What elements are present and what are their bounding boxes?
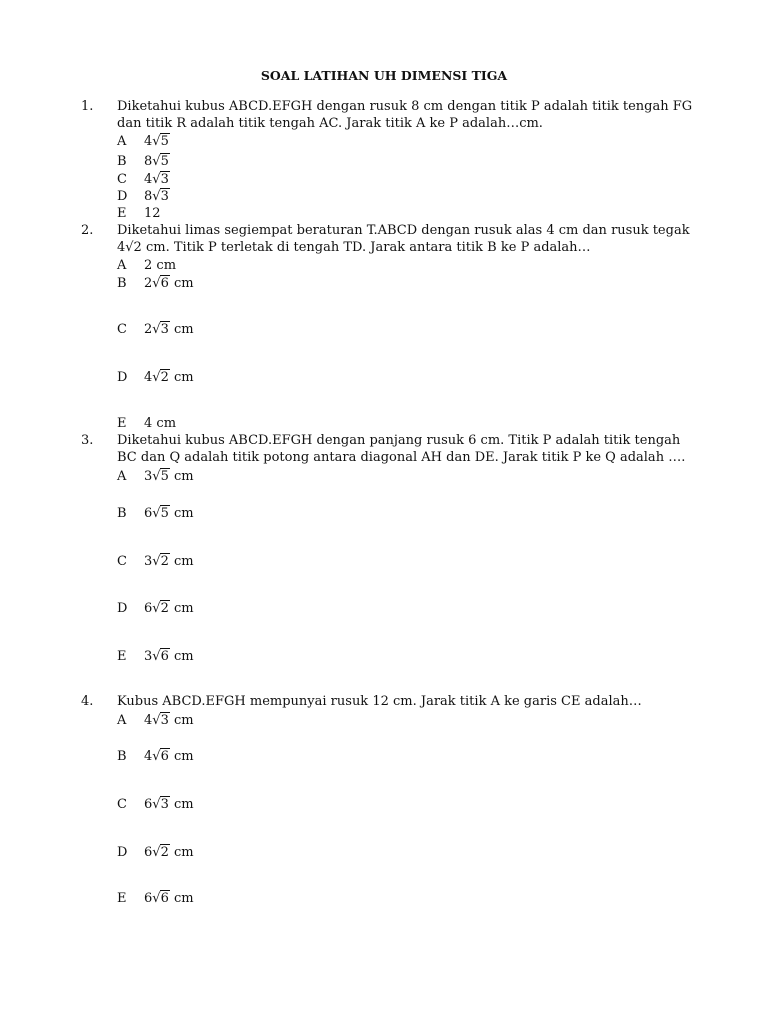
option-value: 8√5: [144, 154, 169, 169]
option-label: B: [117, 154, 127, 169]
option-3e[interactable]: [0, 648, 768, 665]
option-label: D: [117, 601, 128, 616]
option-value: 6√2 cm: [144, 845, 194, 860]
option-3b[interactable]: [0, 505, 768, 522]
option-label: C: [117, 797, 127, 812]
option-2e[interactable]: [0, 415, 768, 432]
option-2a[interactable]: [0, 257, 768, 274]
option-value: 3√6 cm: [144, 649, 194, 664]
option-1b[interactable]: [0, 153, 768, 170]
question-line: Kubus ABCD.EFGH mempunyai rusuk 12 cm. Jarak titik A ke garis CE adalah…: [117, 694, 642, 709]
option-value: 4√3: [144, 172, 169, 187]
option-value: 2√3 cm: [144, 322, 194, 337]
question-line: dan titik R adalah titik tengah AC. Jarak titik A ke P adalah…cm.: [117, 116, 543, 131]
question-text: [117, 98, 692, 132]
option-1c[interactable]: [0, 171, 768, 188]
question-line: Diketahui limas segiempat beraturan T.ABCD dengan rusuk alas 4 cm dan rusuk tegak: [117, 223, 690, 238]
option-value: 4√5: [144, 134, 169, 149]
option-3c[interactable]: [0, 553, 768, 570]
question-line: Diketahui kubus ABCD.EFGH dengan rusuk 8 cm dengan titik P adalah titik tengah FG: [117, 99, 693, 114]
option-label: A: [117, 134, 127, 149]
option-value: 6√2 cm: [144, 601, 194, 616]
question-text: [117, 432, 692, 466]
option-4b[interactable]: [0, 748, 768, 765]
option-label: E: [117, 416, 127, 431]
option-label: C: [117, 322, 127, 337]
question-number: 4.: [81, 694, 94, 709]
option-4e[interactable]: [0, 890, 768, 907]
option-value: 4√3 cm: [144, 713, 194, 728]
option-label: A: [117, 469, 127, 484]
option-value: 6√5 cm: [144, 506, 194, 521]
option-2c[interactable]: [0, 321, 768, 338]
option-4a[interactable]: [0, 712, 768, 729]
option-value: 4√2 cm: [144, 370, 194, 385]
option-label: A: [117, 258, 127, 273]
option-label: B: [117, 506, 127, 521]
option-2b[interactable]: [0, 275, 768, 292]
option-label: B: [117, 276, 127, 291]
question-line: 4√2 cm. Titik P terletak di tengah TD. Jarak antara titik B ke P adalah…: [117, 240, 591, 255]
question-number: 3.: [81, 433, 94, 448]
option-2d[interactable]: [0, 369, 768, 386]
option-label: D: [117, 370, 128, 385]
question-line: Diketahui kubus ABCD.EFGH dengan panjang rusuk 6 cm. Titik P adalah titik tengah: [117, 433, 681, 448]
option-3d[interactable]: [0, 600, 768, 617]
option-label: D: [117, 189, 128, 204]
option-value: 8√3: [144, 189, 169, 204]
option-value: 2 cm: [144, 258, 177, 273]
option-label: E: [117, 649, 127, 664]
page-title: SOAL LATIHAN UH DIMENSI TIGA: [260, 68, 508, 83]
option-value: 4√6 cm: [144, 749, 194, 764]
question-number: 2.: [81, 223, 94, 238]
option-label: C: [117, 554, 127, 569]
option-label: D: [117, 845, 128, 860]
option-1a[interactable]: [0, 133, 768, 150]
option-label: E: [117, 891, 127, 906]
option-label: C: [117, 172, 127, 187]
question-line: BC dan Q adalah titik potong antara diagonal AH dan DE. Jarak titik P ke Q adalah ….: [117, 450, 686, 465]
option-4c[interactable]: [0, 796, 768, 813]
option-value: 6√3 cm: [144, 797, 194, 812]
question-number: 1.: [81, 99, 94, 114]
option-label: B: [117, 749, 127, 764]
option-3a[interactable]: [0, 468, 768, 485]
option-value: 2√6 cm: [144, 276, 194, 291]
question-text: [117, 693, 692, 710]
option-value: 4 cm: [144, 416, 177, 431]
question-text: [117, 222, 692, 256]
option-value: 3√5 cm: [144, 469, 194, 484]
option-value: 3√2 cm: [144, 554, 194, 569]
option-label: E: [117, 206, 127, 221]
option-value: 12: [144, 206, 161, 221]
option-value: 6√6 cm: [144, 891, 194, 906]
option-1e[interactable]: [0, 205, 768, 222]
option-label: A: [117, 713, 127, 728]
option-4d[interactable]: [0, 844, 768, 861]
option-1d[interactable]: [0, 188, 768, 205]
